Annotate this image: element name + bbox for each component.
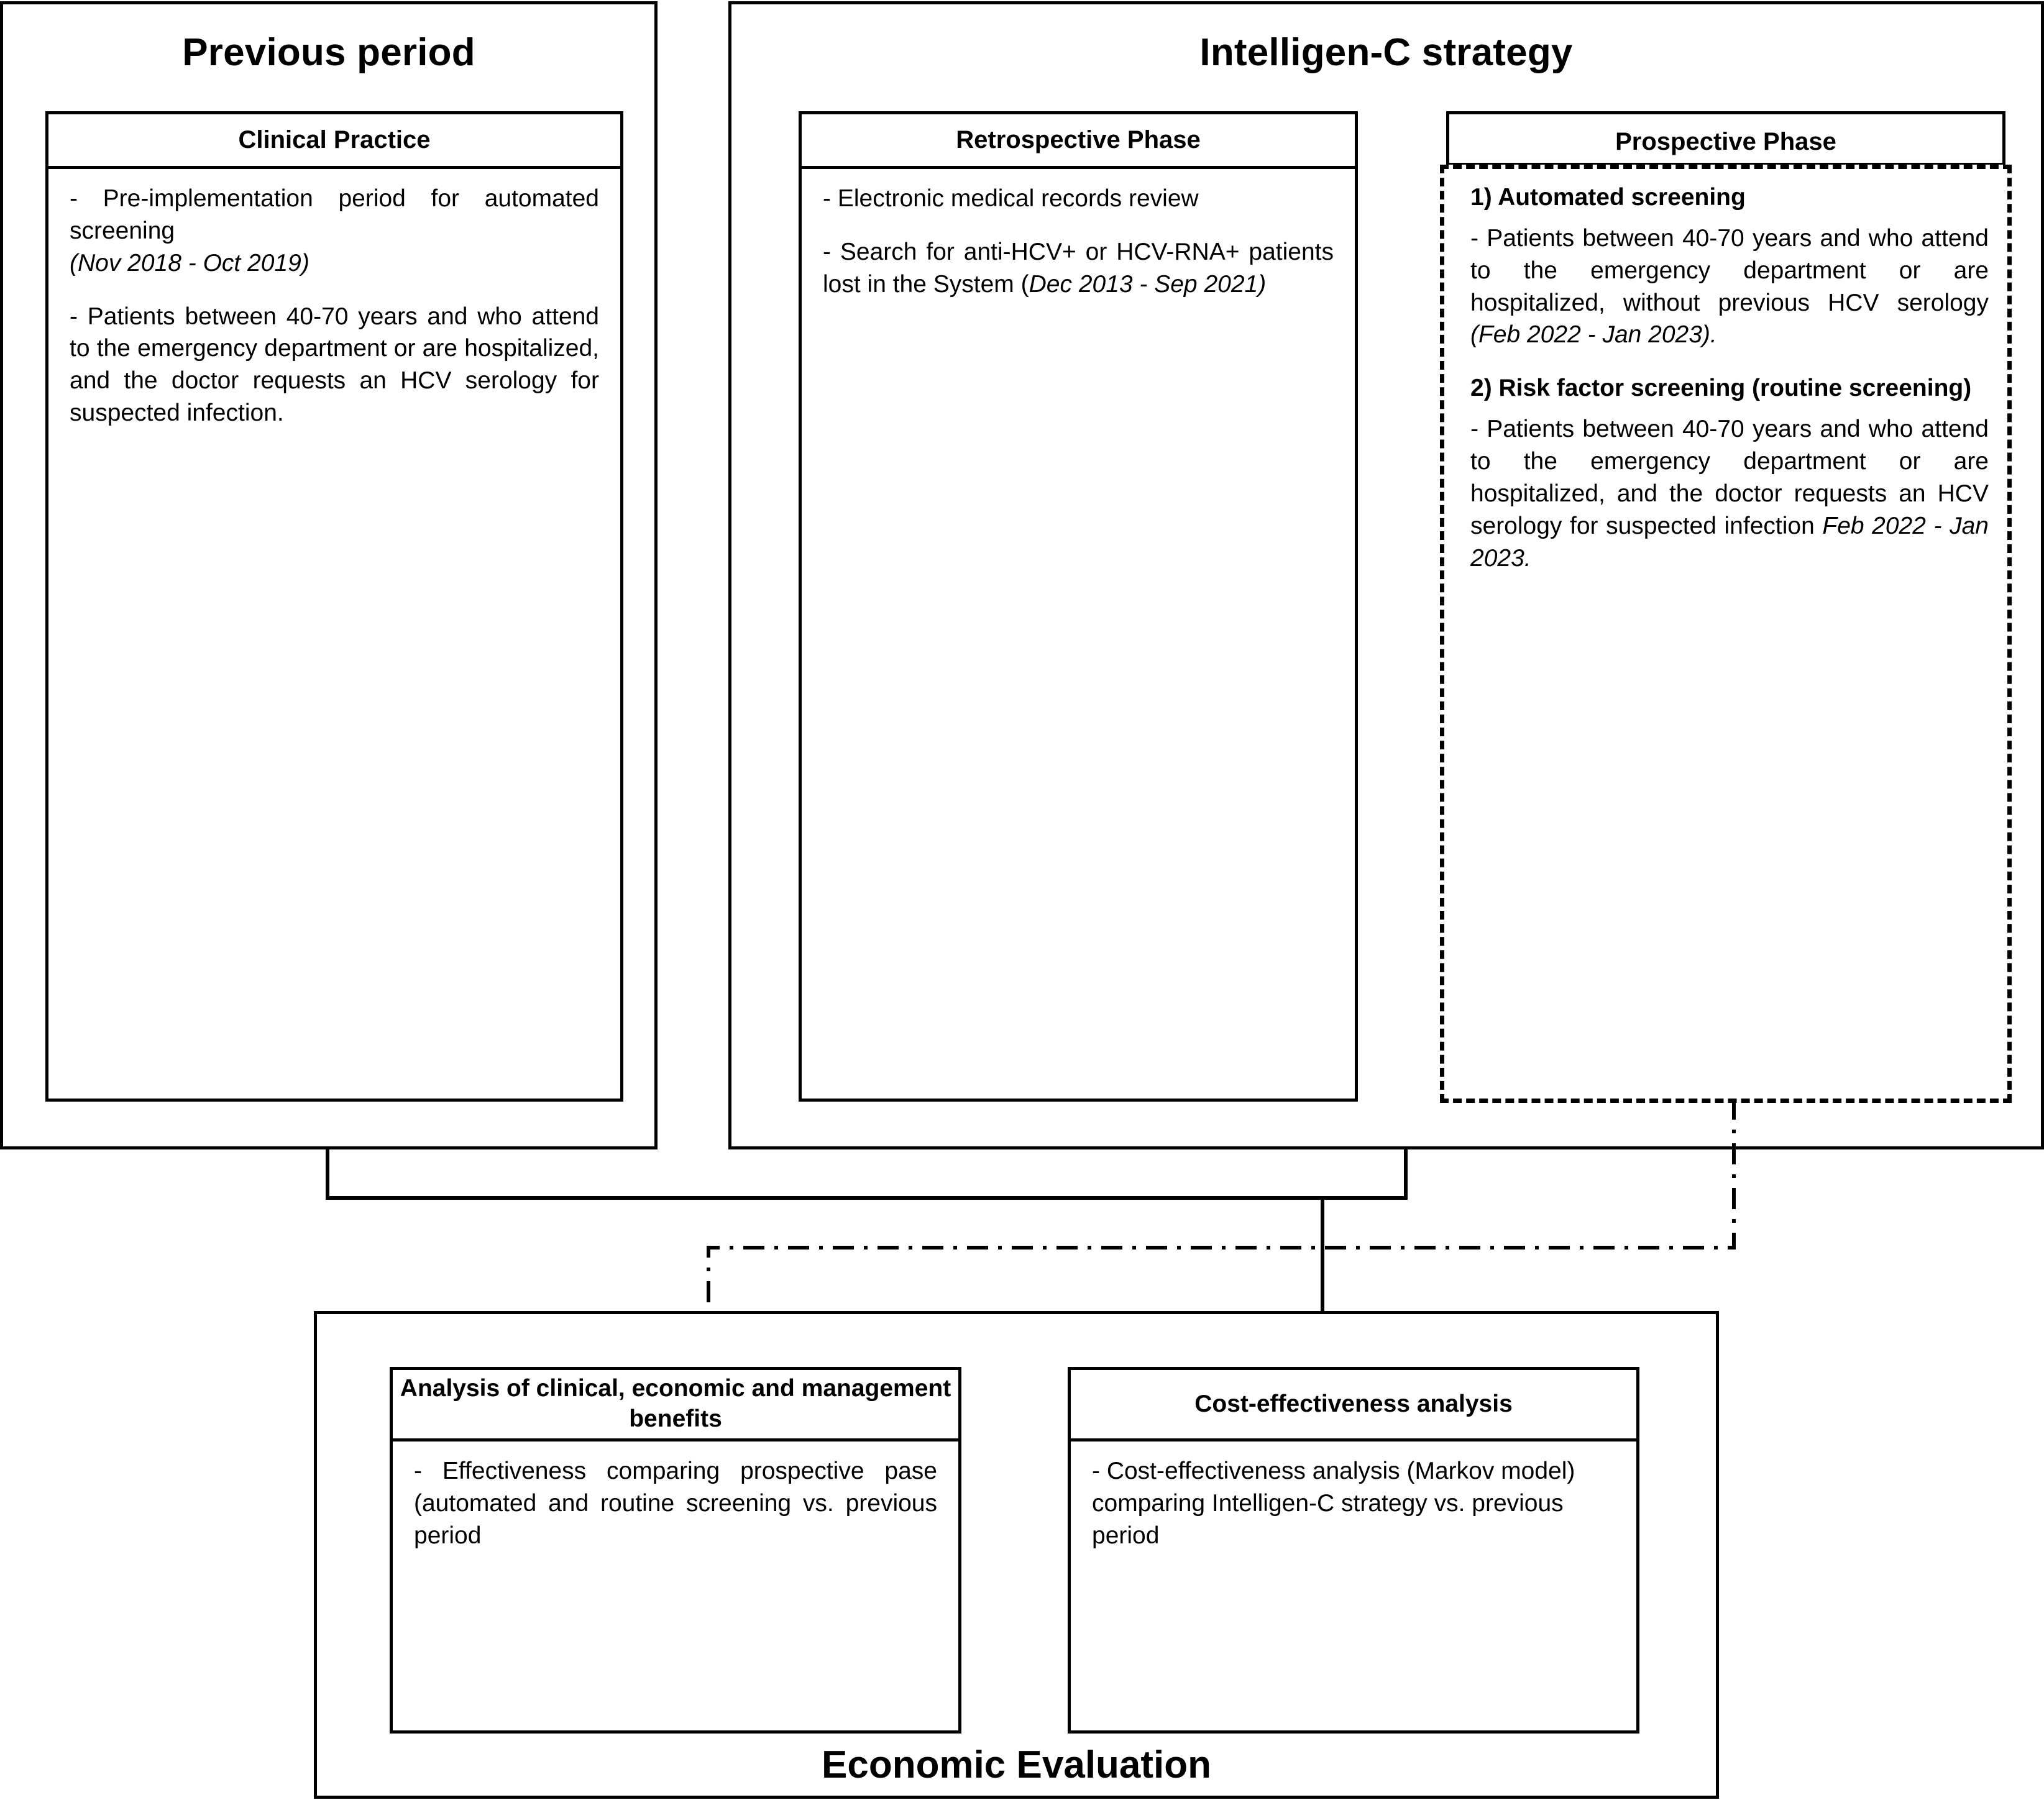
benefits-body (393, 1441, 958, 1558)
prospective-block-1-text: - Patients between 40-70 years and who attend to the emergency department or are hospitalized, without previous HCV serology (1470, 224, 1989, 316)
economic-evaluation-title: Economic Evaluation (821, 1743, 1212, 1786)
prospective-block-1-body (1470, 222, 1989, 351)
benefits-text: - Effectiveness comparing prospective pase (automated and routine screening vs. previous period (414, 1458, 937, 1549)
prospective-block-2-heading: 2) Risk factor screening (routine screening) (1470, 375, 1972, 402)
prospective-block-2-body (1470, 413, 1989, 574)
clinical-practice-item-1 (70, 183, 599, 280)
cost-effectiveness-box (1068, 1367, 1639, 1734)
prospective-block-1-heading: 1) Automated screening (1470, 184, 1746, 211)
prospective-block-2-text: - Patients between 40-70 years and who attend to the emergency department or are hospitalized, and the doctor requests an HCV serology for suspected infection (1470, 416, 1989, 539)
economic-evaluation-panel (314, 1311, 1719, 1799)
retrospective-item-2-dates: Dec 2013 - Sep 2021) (1029, 270, 1267, 298)
prospective-phase-header: Prospective Phase (1615, 127, 1836, 155)
clinical-practice-box (45, 111, 623, 1102)
intelligen-c-panel (728, 1, 2044, 1149)
retrospective-phase-header: Retrospective Phase (802, 114, 1355, 169)
retrospective-phase-body (802, 169, 1355, 307)
prospective-phase-box (1440, 165, 2012, 1103)
retrospective-item-2 (823, 236, 1334, 301)
clinical-practice-header: Clinical Practice (48, 114, 620, 169)
prospective-block-2-dates: Feb 2022 - Jan 2023. (1470, 512, 1989, 572)
clinical-practice-body (48, 169, 620, 436)
benefits-box (390, 1367, 961, 1734)
prospective-block-1-dates: (Feb 2022 - Jan 2023). (1470, 321, 1717, 349)
intelligen-c-title: Intelligen-C strategy (1199, 31, 1573, 74)
cost-effectiveness-text: - Cost-effectiveness analysis (Markov model) comparing Intelligen-C strategy vs. previous period (1092, 1458, 1575, 1549)
clinical-practice-item-2: - Patients between 40-70 years and who attend to the emergency department or are hospitalized, and the doctor requests an HCV serology for suspected infection. (70, 303, 599, 427)
retrospective-item-2-text: - Search for anti-HCV+ or HCV-RNA+ patients lost in the System ( (823, 238, 1334, 298)
prospective-phase-header-box (1446, 111, 2005, 166)
cost-effectiveness-header: Cost-effectiveness analysis (1071, 1370, 1636, 1441)
retrospective-phase-box (799, 111, 1358, 1102)
prospective-phase-body (1444, 169, 2007, 580)
retrospective-item-1: - Electronic medical records review (823, 185, 1199, 212)
previous-period-title: Previous period (182, 31, 475, 74)
previous-period-panel (0, 1, 658, 1149)
benefits-header: Analysis of clinical, economic and management benefits (393, 1370, 958, 1441)
cost-effectiveness-body (1071, 1441, 1636, 1558)
clinical-practice-item-1-dates: (Nov 2018 - Oct 2019) (70, 249, 309, 276)
clinical-practice-item-1-text: - Pre-implementation period for automated screening (70, 185, 599, 244)
